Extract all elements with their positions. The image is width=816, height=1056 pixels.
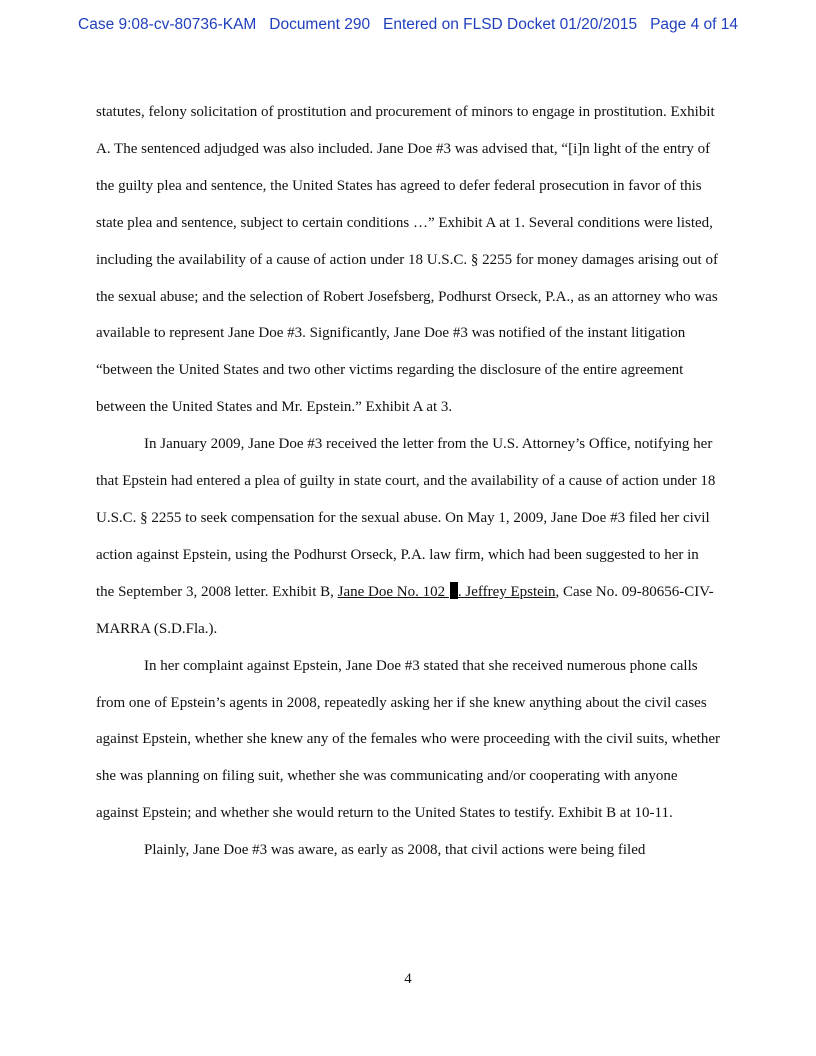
paragraph-3: In her complaint against Epstein, Jane Doe #3 stated that she received numerous phone calls from one of Epstein’s agents in 2008, repeatedly asking her if she knew anything about the civil cases against Epstein, whether she knew any of the females who were proceeding with the civil suits, whether she was planning on filing suit, whether she was communicating and/or cooperating with anyone against Epstein; and whether she would return to the United States to testify. Exhibit B at 10-11. <box>96 657 720 822</box>
document-body <box>96 94 720 869</box>
paragraph-2-text-before: In January 2009, Jane Doe #3 received the letter from the U.S. Attorney’s Office, notifying her that Epstein had entered a plea of guilty in state court, and the availability of a cause of action under 18 U.S.C. § 2255 to seek compensation for the sexual abuse. On May 1, 2009, Jane Doe #3 filed her civil action against Epstein, using the Podhurst Orseck, P.A. law firm, which had been suggested to her in the September 3, 2008 letter. Exhibit B, <box>96 436 716 600</box>
redaction-mark <box>450 582 458 599</box>
page-number: 4 <box>404 971 412 987</box>
docket-header-stamp: Case 9:08-cv-80736-KAM Document 290 Entered on FLSD Docket 01/20/2015 Page 4 of 14 <box>78 16 738 33</box>
paragraph-2 <box>96 426 720 647</box>
case-citation-part-a: Jane Doe No. 102 <box>337 583 446 600</box>
paragraph-4: Plainly, Jane Doe #3 was aware, as early as 2008, that civil actions were being filed <box>144 842 646 859</box>
case-citation-part-b: . Jeffrey Epstein <box>457 583 556 600</box>
paragraph-1: statutes, felony solicitation of prostitution and procurement of minors to engage in prostitution. Exhibit A. The sentenced adjudged was also included. Jane Doe #3 was advised that, “[i]n light of the entry of the guilty plea and sentence, the United States has agreed to defer federal prosecution in favor of this state plea and sentence, subject to certain conditions …” Exhibit A at 1. Several conditions were listed, including the availability of a cause of action under 18 U.S.C. § 2255 for money damages arising out of the sexual abuse; and the selection of Robert Josefsberg, Podhurst Orseck, P.A., as an attorney who was available to represent Jane Doe #3. Significantly, Jane Doe #3 was notified of the instant litigation “between the United States and two other victims regarding the disclosure of the entire agreement between the United States and Mr. Epstein.” Exhibit A at 3. <box>96 104 718 416</box>
paragraph-2-text-after: , Case No. 09-80656-CIV-MARRA (S.D.Fla.). <box>96 583 714 637</box>
